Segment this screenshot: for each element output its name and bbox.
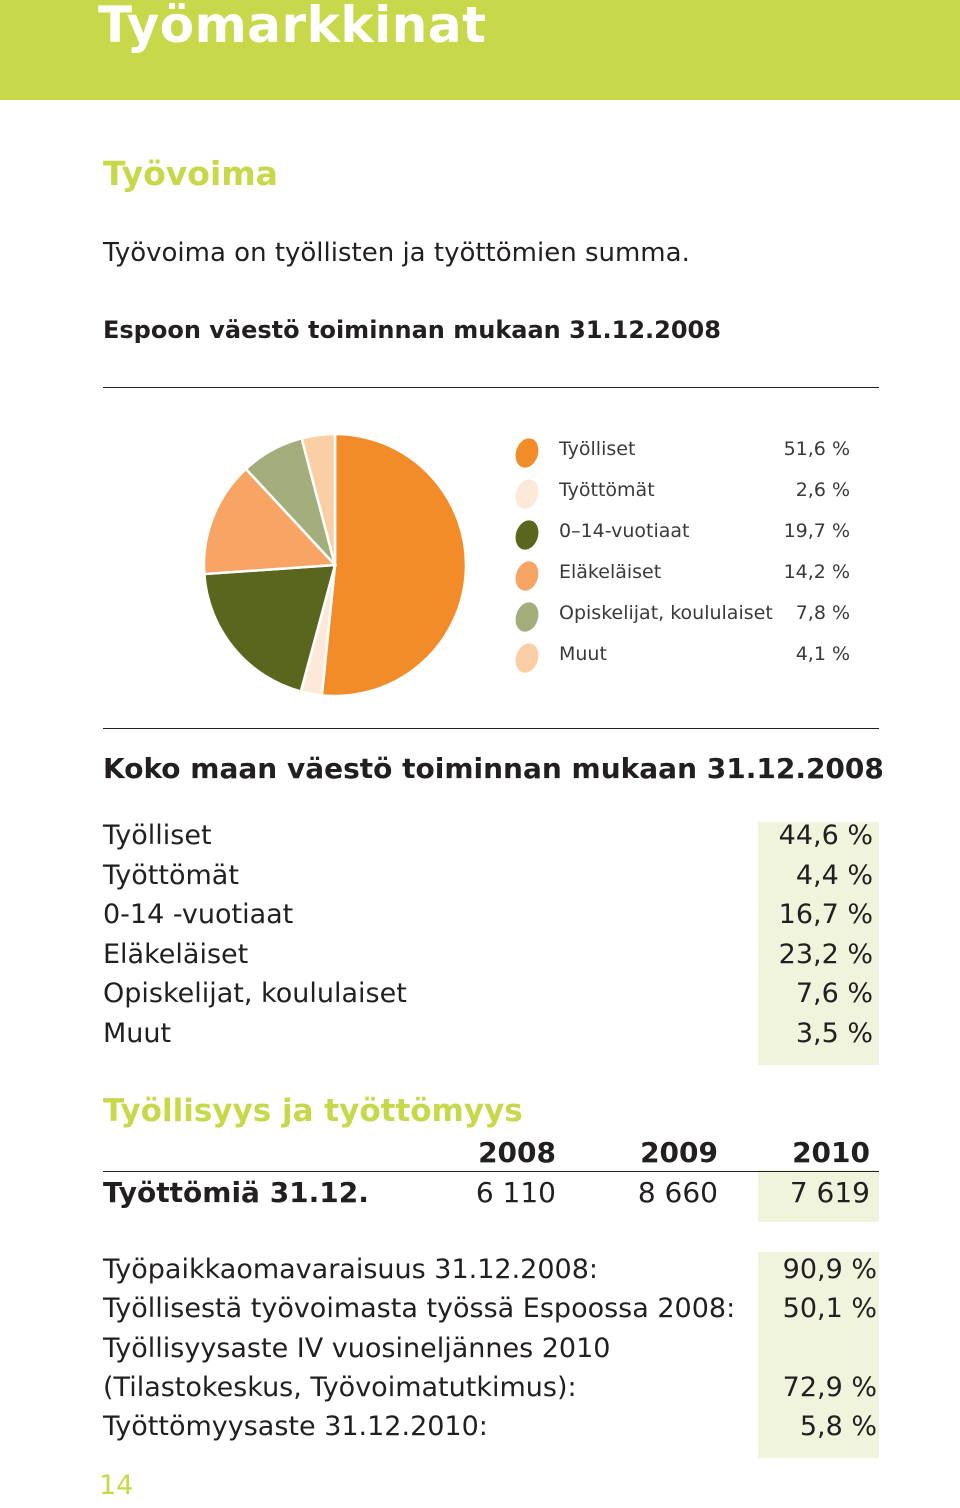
legend-label: Opiskelijat, koululaiset — [559, 602, 773, 624]
legend-swatch — [512, 599, 542, 634]
national-table — [103, 820, 873, 1057]
row-value: 23,2 % — [778, 938, 873, 970]
unemployed-value: 8 660 — [637, 1176, 718, 1209]
fact-value: 90,9 % — [782, 1254, 877, 1285]
table-row — [103, 978, 873, 1018]
legend-label: Eläkeläiset — [559, 561, 662, 583]
row-label: Opiskelijat, koululaiset — [103, 978, 407, 1009]
row-value: 3,5 % — [795, 1017, 873, 1049]
fact-row — [103, 1333, 877, 1372]
legend-item — [512, 639, 852, 680]
fact-value: 5,8 % — [799, 1411, 877, 1443]
legend-item — [512, 475, 852, 516]
section-title-tyovoima: Työvoima — [103, 154, 278, 193]
table-row — [103, 1018, 873, 1058]
legend-value: 19,7 % — [783, 520, 850, 542]
fact-row — [103, 1293, 877, 1332]
legend-swatch — [512, 517, 542, 552]
legend-value: 7,8 % — [795, 602, 850, 624]
facts-list — [103, 1254, 877, 1450]
divider — [103, 1171, 879, 1172]
unemployed-label: Työttömiä 31.12. — [103, 1176, 369, 1209]
table-row — [103, 899, 873, 939]
year-header: 2008 — [478, 1136, 556, 1169]
fact-value: 72,9 % — [782, 1371, 877, 1403]
fact-row — [103, 1372, 877, 1411]
legend-swatch — [512, 435, 542, 470]
year-header: 2010 — [792, 1136, 870, 1169]
espoo-chart-heading: Espoon väestö toiminnan mukaan 31.12.2008 — [103, 316, 721, 344]
table-row — [103, 939, 873, 979]
fact-row — [103, 1254, 877, 1293]
table-row — [103, 860, 873, 900]
legend-item — [512, 557, 852, 598]
row-value: 44,6 % — [778, 820, 873, 851]
national-heading: Koko maan väestö toiminnan mukaan 31.12.2008 — [103, 752, 884, 785]
legend-label: 0–14-vuotiaat — [559, 520, 690, 542]
year-header: 2009 — [640, 1136, 718, 1169]
fact-label: Työttömyysaste 31.12.2010: — [103, 1411, 488, 1443]
fact-label: Työllisestä työvoimasta työssä Espoossa 2008: — [103, 1293, 736, 1325]
row-value: 16,7 % — [778, 899, 873, 930]
divider — [103, 728, 879, 729]
fact-value: 50,1 % — [782, 1293, 877, 1325]
legend-label: Muut — [559, 643, 607, 665]
legend-item — [512, 516, 852, 557]
fact-label: (Tilastokeskus, Työvoimatutkimus): — [103, 1371, 577, 1403]
row-value: 4,4 % — [795, 859, 873, 891]
row-label: Työlliset — [103, 820, 212, 851]
legend-item — [512, 598, 852, 639]
legend-swatch — [512, 640, 542, 675]
row-label: Eläkeläiset — [103, 938, 249, 970]
legend-swatch — [512, 558, 542, 593]
legend-label: Työttömät — [559, 479, 655, 501]
table-row — [103, 820, 873, 860]
chart-legend — [512, 434, 852, 680]
row-label: Muut — [103, 1017, 172, 1049]
fact-label: Työllisyysaste IV vuosineljännes 2010 — [103, 1332, 611, 1364]
legend-value: 14,2 % — [783, 561, 850, 583]
legend-value: 4,1 % — [795, 643, 850, 665]
unemployed-value: 7 619 — [789, 1176, 870, 1209]
divider — [103, 387, 879, 388]
fact-label: Työpaikkaomavaraisuus 31.12.2008: — [103, 1254, 598, 1285]
page-number: 14 — [99, 1470, 134, 1501]
unemployed-value: 6 110 — [475, 1176, 556, 1209]
legend-label: Työlliset — [559, 438, 636, 460]
page-title: Työmarkkinat — [98, 0, 487, 54]
section-title-tyollisyys: Työllisyys ja työttömyys — [103, 1093, 523, 1129]
legend-value: 2,6 % — [795, 479, 850, 501]
row-label: Työttömät — [103, 859, 239, 891]
pie-slice-0 — [322, 434, 466, 696]
pie-chart — [190, 420, 480, 710]
row-label: 0-14 -vuotiaat — [103, 899, 294, 930]
legend-swatch — [512, 476, 542, 511]
legend-item — [512, 434, 852, 475]
fact-row — [103, 1411, 877, 1450]
intro-text: Työvoima on työllisten ja työttömien summa. — [103, 238, 690, 268]
legend-value: 51,6 % — [783, 438, 850, 460]
row-value: 7,6 % — [795, 978, 873, 1009]
